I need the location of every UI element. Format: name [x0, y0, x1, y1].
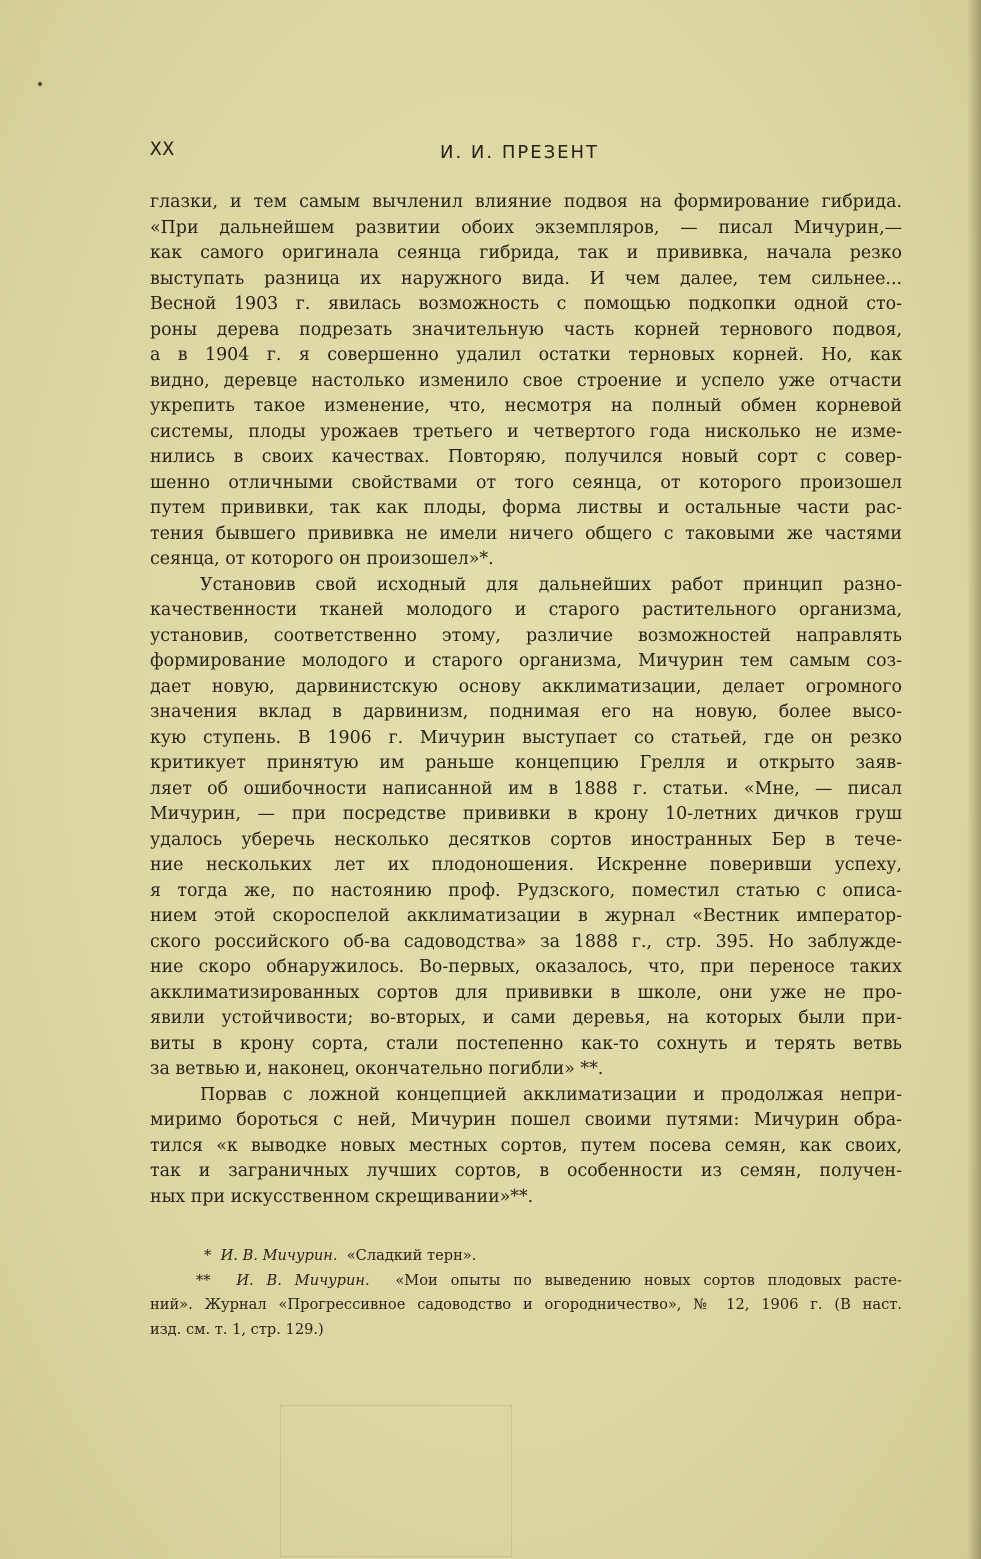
footnote-line: [150, 1244, 902, 1269]
footnote-author: И. В. Мичурин.: [236, 1271, 370, 1289]
text-line: Порвав с ложной концепцией акклиматизации и продолжая непри-: [200, 1084, 902, 1105]
faded-library-stamp: [280, 1405, 512, 1557]
page-number: XX: [150, 138, 175, 160]
text-line: Мичурин, — при посредстве прививки в крону 10-летних дичков груш: [150, 804, 902, 824]
footnote-text: «Сладкий терн».: [346, 1247, 477, 1264]
footnote-author: И. В. Мичурин.: [220, 1247, 338, 1264]
text-line: видно, деревце настолько изменило свое строение и успело уже отчасти: [150, 370, 902, 391]
text-line: выступать разница их наружного вида. И чем далее, тем сильнее...: [150, 268, 902, 289]
text-line: акклиматизированных сортов для прививки в школе, они уже не про-: [150, 982, 902, 1003]
text-line: ние нескольких лет их плодоношения. Искренне поверивши успеху,: [150, 855, 902, 875]
text-line: виты в крону сорта, стали постепенно как-то сохнуть и терять ветвь: [150, 1033, 902, 1054]
text-line: глазки, и тем самым вычленил влияние подвоя на формирование гибрида.: [150, 192, 902, 212]
text-line: удалось уберечь несколько десятков сортов иностранных Бер в тече-: [150, 829, 902, 850]
body-text: [150, 190, 902, 1210]
text-line: формирование молодого и старого организма, Мичурин тем самым соз-: [150, 651, 902, 671]
footnote-marker: *: [204, 1247, 212, 1264]
text-line: ляет об ошибочности написанной им в 1888 г. статьи. «Мне, — писал: [150, 778, 902, 799]
text-line: тился «к выводке новых местных сортов, путем посева семян, как своих,: [150, 1135, 902, 1156]
text-line: сеянца, от которого он произошел»*.: [150, 549, 494, 569]
footnote-2: [150, 1269, 902, 1343]
text-line: нием этой скороспелой акклиматизации в журнал «Вестник император-: [150, 906, 902, 926]
paragraph-3: [150, 1083, 902, 1211]
text-line: дает новую, дарвинистскую основу акклиматизации, делает огромного: [150, 676, 902, 697]
footnote-text: «Мои опыты по выведению новых сортов плодовых расте-: [395, 1271, 902, 1289]
text-line: как самого оригинала сеянца гибрида, так и прививка, начала резко: [150, 243, 902, 263]
paragraph-2: [150, 573, 902, 1083]
footnote-line: изд. см. т. 1, стр. 129.): [150, 1320, 324, 1338]
text-line: кую ступень. В 1906 г. Мичурин выступает со статьей, где он резко: [150, 727, 902, 748]
running-head: И. И. ПРЕЗЕНТ: [440, 142, 600, 163]
text-line: Установив свой исходный для дальнейших работ принцип разно-: [200, 574, 902, 595]
text-line: за ветвью и, наконец, окончательно погибли» **.: [150, 1059, 604, 1079]
text-line: шенно отличными свойствами от того сеянца, от которого произошел: [150, 472, 902, 493]
text-line: установив, соответственно этому, различие возможностей направлять: [150, 625, 902, 646]
page-header: [150, 138, 910, 168]
paper-speck: [38, 82, 42, 86]
page-edge-shadow: [967, 0, 981, 1559]
text-line: а в 1904 г. я совершенно удалил остатки терновых корней. Но, как: [150, 345, 902, 365]
text-line: укрепить такое изменение, что, несмотря на полный обмен корневой: [150, 396, 902, 416]
text-line: критикует принятую им раньше концепцию Грелля и открыто заяв-: [150, 753, 902, 773]
footnotes: [150, 1244, 902, 1342]
text-line: ние скоро обнаружилось. Во-первых, оказалось, что, при переносе таких: [150, 957, 902, 977]
text-line: Весной 1903 г. явилась возможность с помощью подкопки одной сто-: [150, 294, 902, 314]
text-line: ского российского об-ва садоводства» за 1888 г., стр. 395. Но заблужде-: [150, 931, 902, 952]
text-line: путем прививки, так как плоды, форма листвы и остальные части рас-: [150, 498, 902, 518]
text-line: «При дальнейшем развитии обоих экземпляров, — писал Мичурин,—: [150, 217, 902, 238]
footnote-line: ний». Журнал «Прогрессивное садоводство и огородничество», № 12, 1906 г. (В наст.: [150, 1296, 902, 1313]
text-line: ных при искусственном скрещивании»**.: [150, 1186, 534, 1207]
text-line: миримо бороться с ней, Мичурин пошел своими путями: Мичурин обра-: [150, 1110, 902, 1130]
text-line: так и заграничных лучших сортов, в особенности из семян, получен-: [150, 1161, 902, 1181]
text-line: я тогда же, по настоянию проф. Рудзского, поместил статью с описа-: [150, 880, 902, 901]
text-line: качественности тканей молодого и старого растительного организма,: [150, 600, 902, 620]
text-line: роны дерева подрезать значительную часть корней тернового подвоя,: [150, 319, 902, 340]
paragraph-1: [150, 190, 902, 573]
text-line: нились в своих качествах. Повторяю, получился новый сорт с совер-: [150, 447, 902, 467]
footnote-marker: **: [196, 1271, 211, 1289]
text-line: явили устойчивости; во-вторых, и сами деревья, на которых были при-: [150, 1008, 902, 1028]
text-line: системы, плоды урожаев третьего и четвертого года нисколько не изме-: [150, 421, 902, 442]
text-line: значения вклад в дарвинизм, поднимая его на новую, более высо-: [150, 702, 902, 722]
text-line: тения бывшего прививка не имели ничего общего с таковыми же частями: [150, 523, 902, 544]
footnote-1: [150, 1244, 902, 1269]
footnote-line: [150, 1269, 902, 1294]
